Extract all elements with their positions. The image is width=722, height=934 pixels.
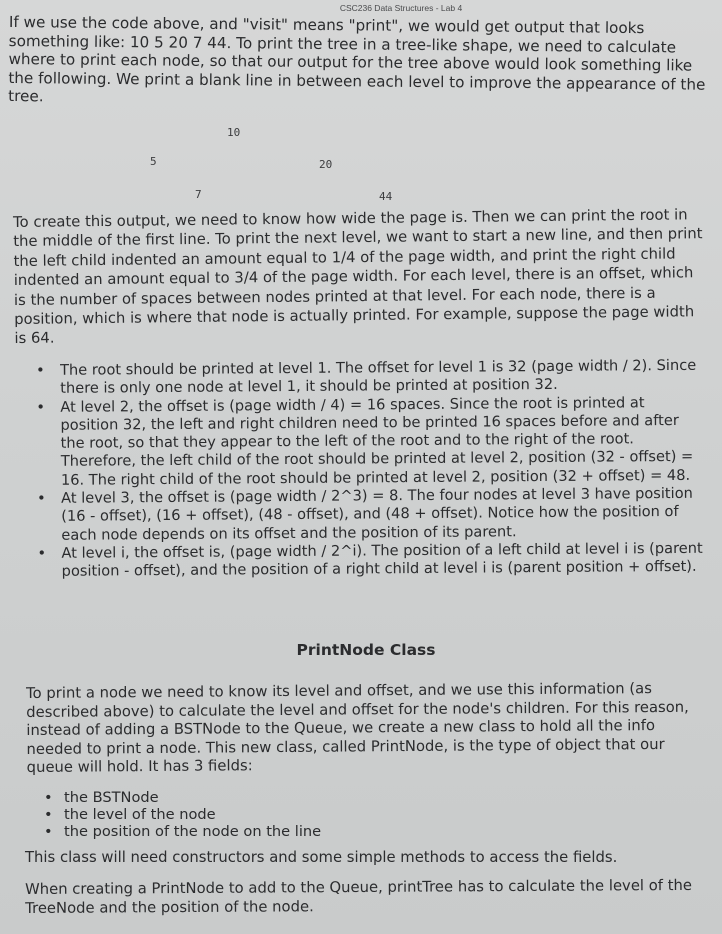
tree-node-7: 7 — [195, 188, 202, 201]
bullet-item: • At level 2, the offset is (page width / 4) = 16 spaces. Since the root is printed at position 32, the left and right children need to be printed 16 spaces before and after the root, so that they appear to the left of the root and to the right of the root. Therefore, the left child of the root should be printed at level 2, position (32 - offset) = 16. The right child of the root should be printed at level 2, position (32 + offset) = 48. — [36, 393, 707, 490]
page-header: CSC236 Data Structures - Lab 4 — [339, 3, 463, 13]
fields-list — [44, 789, 444, 841]
tree-node-5: 5 — [150, 155, 157, 168]
bullet-item: • At level i, the offset is, (page width / 2^i). The position of a left child at level i is (parent position - offset), and the position of a right child at level i is (parent position + offset). — [37, 540, 707, 582]
field-item: • the position of the node on the line — [44, 823, 444, 840]
tree-node-20: 20 — [319, 158, 333, 171]
constructors-paragraph: This class will need constructors and some simple methods to access the fields. — [25, 849, 618, 866]
field-item: • the BSTNode — [44, 789, 444, 806]
level-bullet-list — [36, 357, 708, 582]
bullet-item: • At level 3, the offset is (page width / 2^3) = 8. The four nodes at level 3 have position (16 - offset), (16 + offset), (48 - offset), and (48 + offset). Notice how the position of each node depends on its offset and the position of its parent. — [37, 485, 707, 545]
bullet-item: • The root should be printed at level 1. The offset for level 1 is 32 (page width / 2). Since there is only one node at level 1, it should be printed at position 32. — [36, 357, 706, 399]
printtree-paragraph: When creating a PrintNode to add to the Queue, printTree has to calculate the level of the TreeNode and the position of the node. — [25, 876, 693, 917]
field-item: • the level of the node — [44, 806, 444, 823]
tree-node-10: 10 — [227, 126, 241, 139]
explanation-paragraph: To create this output, we need to know how wide the page is. Then we can print the root in the middle of the first line. To print the next level, we want to start a new line, and then print the left child indented an amount equal to 1/4 of the page width, and print the right child indented an amount equal to 3/4 of the page width. For each level, there is an offset, which is the number of spaces between nodes printed at that level. For each node, there is a position, which is where that node is actually printed. For example, suppose the page width is 64. — [13, 206, 703, 348]
intro-paragraph: If we use the code above, and "visit" means "print", we would get output that looks something like: 10 5 20 7 44. To print the tree in a tree-like shape, we need to calculate where to print each node, so that our output for the tree above would look something like the following. We print a blank line in between each level to improve the appearance of the tree. — [8, 13, 706, 106]
section-title: PrintNode Class — [296, 641, 436, 659]
tree-node-44: 44 — [379, 190, 393, 203]
printnode-paragraph: To print a node we need to know its level and offset, and we use this information (as described above) to calculate the level and offset for the node's children. For this reason, instead of adding a BSTNode to the Queue, we create a new class to hold all the info needed to print a node. This new class, called PrintNode, is the type of object that our queue will hold. It has 3 fields: — [26, 680, 689, 777]
